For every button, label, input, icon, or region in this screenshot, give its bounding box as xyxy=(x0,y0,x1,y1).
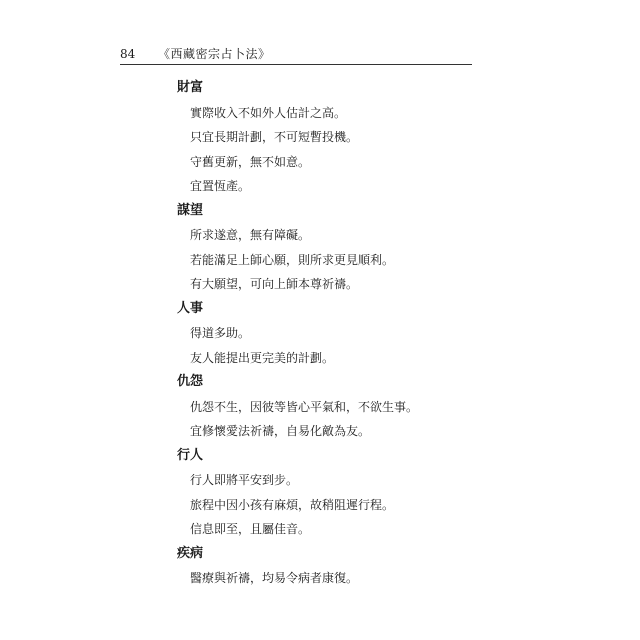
section-entry: 守舊更新，無不如意。 xyxy=(190,154,311,169)
section-entry: 實際收入不如外人估計之高。 xyxy=(190,105,347,120)
section-entry: 有大願望，可向上師本尊祈禱。 xyxy=(190,277,359,291)
section-entry: 信息即至，且屬佳音。 xyxy=(190,522,311,536)
section-enemies xyxy=(177,370,477,444)
section-wealth xyxy=(177,76,477,199)
section-entry: 友人能提出更完美的計劃。 xyxy=(190,350,335,365)
section-entry: 醫療與祈禱，均易令病者康復。 xyxy=(190,571,359,585)
section-entry: 宜置恆產。 xyxy=(190,179,251,193)
section-relationships xyxy=(177,297,477,371)
section-entry: 仇怨不生，因彼等皆心平氣和，不欲生事。 xyxy=(190,399,419,414)
section-heading: 仇怨 xyxy=(177,374,204,389)
section-heading: 行人 xyxy=(177,447,204,463)
section-entry: 宜修懷愛法祈禱，自易化敵為友。 xyxy=(190,424,371,438)
section-heading: 疾病 xyxy=(177,545,204,561)
page-number: 84 xyxy=(120,47,136,61)
section-entry: 只宜長期計劃，不可短暫投機。 xyxy=(190,130,359,144)
section-entry: 行人即將平安到步。 xyxy=(190,473,299,487)
section-entry: 旅程中因小孩有麻煩，故稍阻遲行程。 xyxy=(190,497,395,512)
section-illness xyxy=(177,542,477,591)
section-travelers xyxy=(177,444,477,542)
book-title: 《西藏密宗占卜法》 xyxy=(158,47,271,61)
running-header xyxy=(120,46,472,66)
section-entry: 若能滿足上師心願，則所求更見順利。 xyxy=(190,252,395,267)
section-heading: 財富 xyxy=(177,80,204,95)
header-rule xyxy=(120,64,472,65)
divination-sections xyxy=(177,76,477,591)
section-heading: 謀望 xyxy=(177,202,204,218)
section-heading: 人事 xyxy=(177,300,204,316)
section-entry: 得道多助。 xyxy=(190,326,251,340)
section-entry: 所求遂意，無有障礙。 xyxy=(190,228,311,242)
section-aspirations xyxy=(177,199,477,297)
